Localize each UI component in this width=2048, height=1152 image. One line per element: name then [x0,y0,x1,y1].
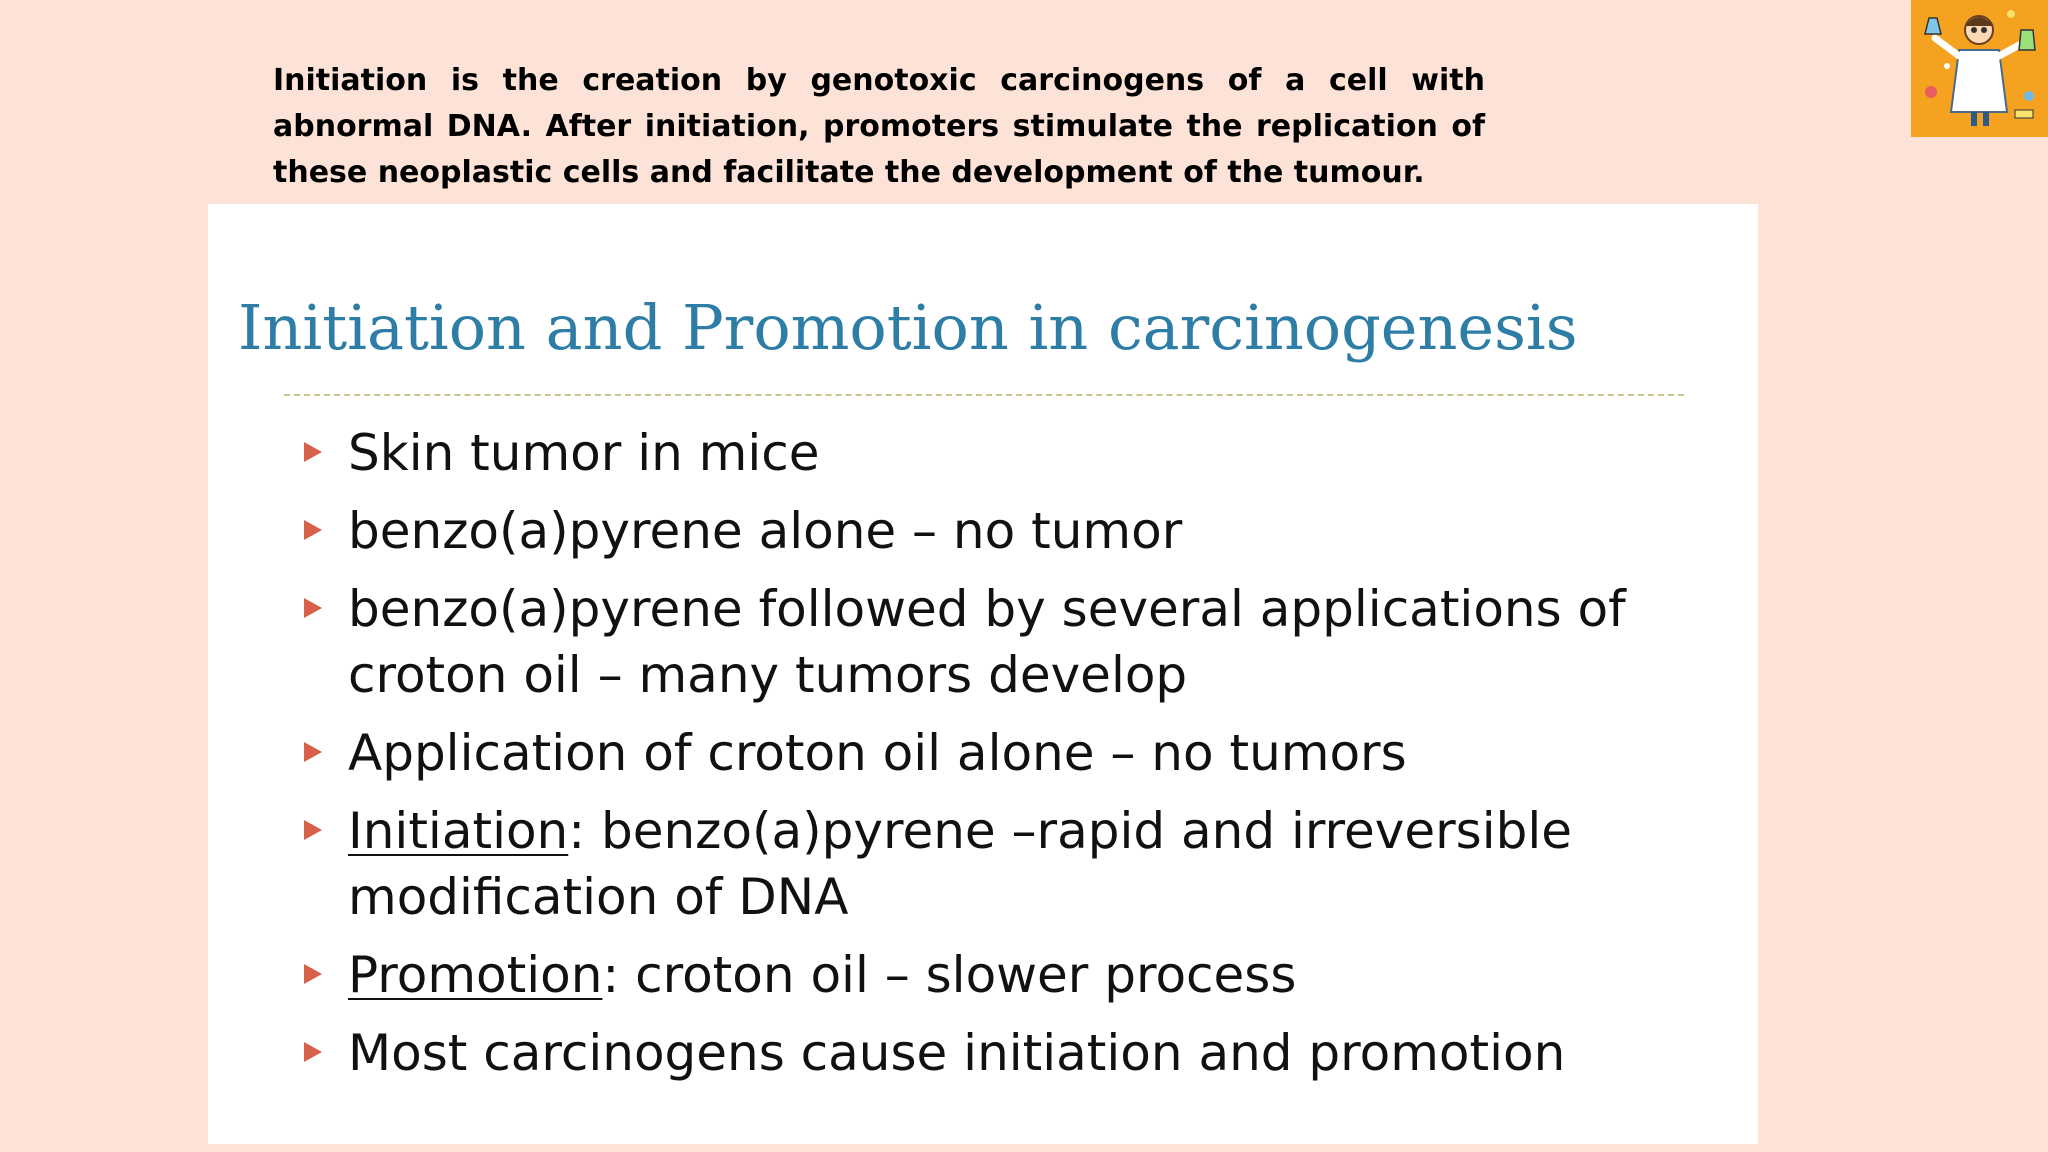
bullet-item [304,576,1684,708]
bullet-text: Skin tumor in mice [348,424,820,482]
triangle-bullet-icon [304,598,322,618]
bullet-item [304,498,1684,564]
triangle-bullet-icon [304,820,322,840]
triangle-bullet-icon [304,964,322,984]
scientist-logo [1911,0,2048,137]
bullet-item [304,720,1684,786]
bullet-item [304,1020,1684,1086]
slide-title: Initiation and Promotion in carcinogenesis [238,291,1578,364]
bullet-item [304,420,1684,486]
bullet-list [304,420,1684,1098]
bullet-term-initiation: Initiation [348,802,569,860]
bullet-term-promotion: Promotion [348,946,603,1004]
title-divider [284,394,1684,396]
bullet-text: : benzo(a)pyrene –rapid and irreversible modification of DNA [348,802,1573,926]
triangle-bullet-icon [304,1042,322,1062]
scientist-icon [1911,0,2048,137]
triangle-bullet-icon [304,442,322,462]
bullet-text: : croton oil – slower process [602,946,1297,1004]
slide-card [208,204,1758,1144]
triangle-bullet-icon [304,742,322,762]
bullet-text: Most carcinogens cause initiation and promotion [348,1024,1566,1082]
bullet-text: Application of croton oil alone – no tumors [348,724,1407,782]
bullet-item [304,942,1684,1008]
intro-paragraph: Initiation is the creation by genotoxic carcinogens of a cell with abnormal DNA. After initiation, promoters stimulate the replication of these neoplastic cells and facilitate the development of the tumour. [273,63,1485,190]
bullet-item [304,798,1684,930]
bullet-text: benzo(a)pyrene alone – no tumor [348,502,1183,560]
bullet-text: benzo(a)pyrene followed by several applications of croton oil – many tumors develop [348,580,1626,704]
triangle-bullet-icon [304,520,322,540]
